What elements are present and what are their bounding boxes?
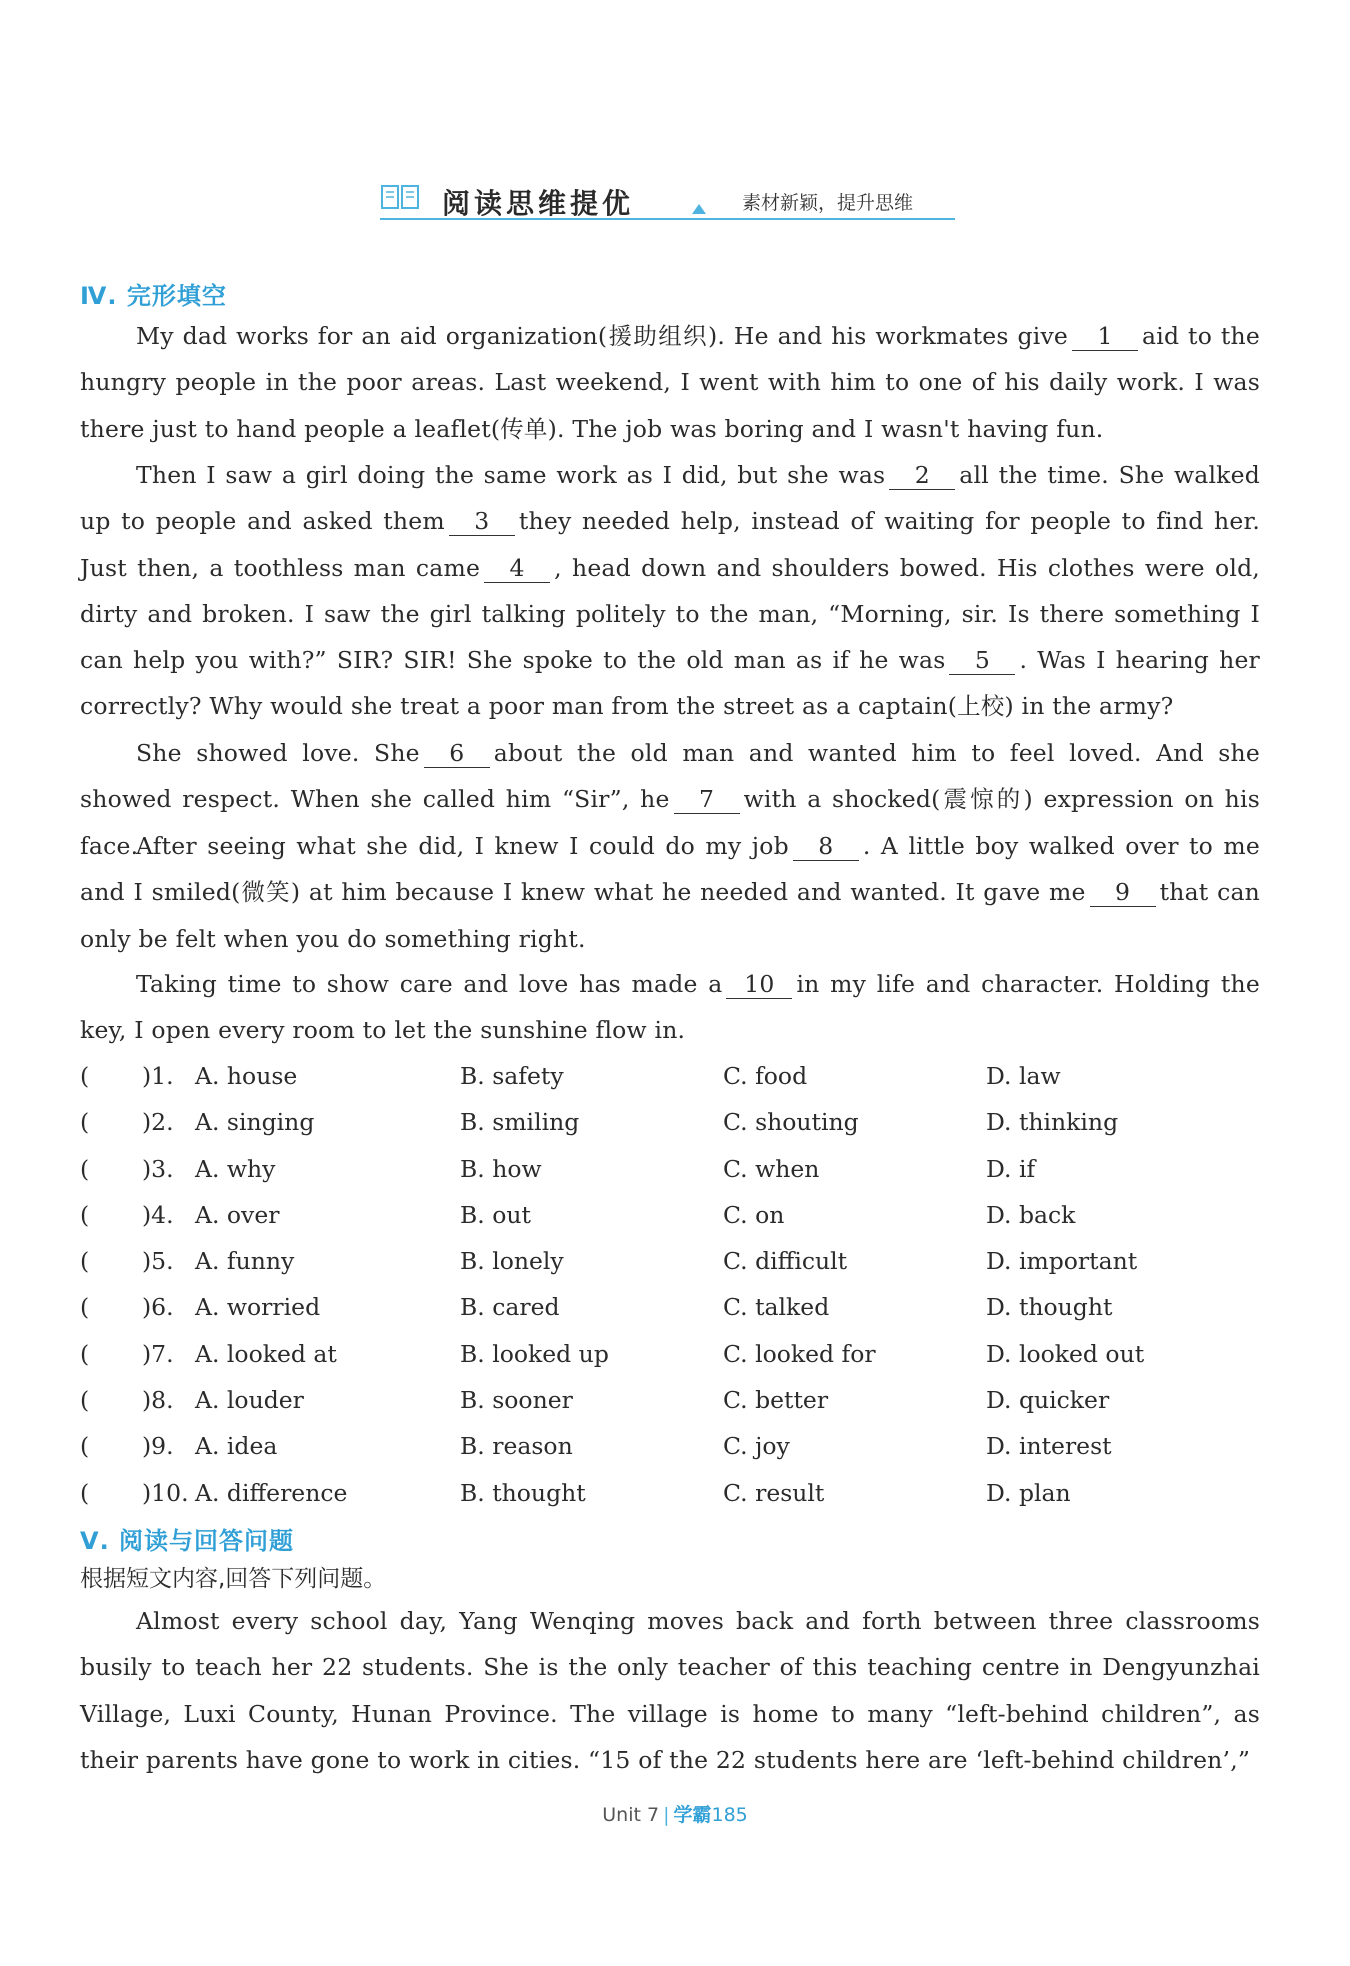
answer-paren[interactable]: ( <box>80 1432 90 1461</box>
question-number: )5. <box>142 1247 174 1276</box>
option-b: B. cared <box>460 1293 560 1322</box>
paragraph-text: in my life and character. Holding the key, I open every room to let the sunshine flow in. <box>80 970 1260 1045</box>
option-row <box>80 1470 1260 1516</box>
paragraph-text: Taking time to show care and love has made a <box>136 970 723 998</box>
option-d: D. looked out <box>986 1339 1145 1368</box>
question-number: )10. <box>142 1478 189 1507</box>
reading-paragraph: Almost every school day, Yang Wenqing moves back and forth between three classrooms busily to teach her 22 students. She is the only teacher of this teaching centre in Dengyunzhai Village, Luxi County, Hunan Province. The village is home to many “left-behind children”, as their parents have gone to work in cities. “15 of the 22 students here are ‘left-behind children’,” <box>80 1607 1260 1774</box>
answer-paren[interactable]: ( <box>80 1108 90 1137</box>
answer-paren[interactable]: ( <box>80 1200 90 1229</box>
option-a: A. singing <box>195 1108 315 1137</box>
option-b: B. reason <box>460 1432 573 1461</box>
options-list <box>80 1053 1260 1516</box>
option-c: C. joy <box>723 1432 790 1461</box>
question-number: )1. <box>142 1062 174 1090</box>
cloze-paragraph-5 <box>80 961 1260 1054</box>
option-a: A. over <box>195 1200 280 1229</box>
option-b: B. smiling <box>460 1108 580 1137</box>
option-a: A. difference <box>195 1478 348 1507</box>
answer-blank[interactable]: 9 <box>1090 878 1156 907</box>
option-d: D. interest <box>986 1432 1112 1461</box>
option-row <box>80 1284 1260 1330</box>
option-d: D. important <box>986 1247 1138 1276</box>
section-4-title: Ⅳ. 完形填空 <box>80 282 227 310</box>
answer-blank[interactable]: 5 <box>949 646 1015 675</box>
option-a: A. looked at <box>195 1339 337 1368</box>
footer-unit: Unit 7 <box>602 1804 660 1826</box>
option-row <box>80 1099 1260 1145</box>
question-number: )8. <box>142 1386 174 1415</box>
paragraph-text: She showed love. She <box>136 739 420 767</box>
option-c: C. shouting <box>723 1108 859 1137</box>
answer-blank[interactable]: 4 <box>484 554 550 583</box>
header-title: 阅读思维提优 <box>442 187 635 220</box>
answer-paren[interactable]: ( <box>80 1247 90 1276</box>
book-icon <box>380 182 420 212</box>
option-a: A. why <box>195 1154 276 1183</box>
cloze-paragraph-2 <box>80 452 1260 730</box>
option-a: A. louder <box>195 1386 304 1415</box>
cloze-paragraph-1 <box>80 313 1260 452</box>
paragraph-text: My dad works for an aid organization(援助组织). He and his workmates give <box>136 322 1069 350</box>
header-subtitle: 素材新颖，提升思维 <box>742 192 914 214</box>
answer-blank[interactable]: 6 <box>424 739 490 768</box>
paragraph-text: aid to the hungry people in the poor areas. Last weekend, I went with him to one of his daily work. I was there just to hand people a leaflet(传单). The job was boring and I wasn't having fun. <box>80 322 1260 443</box>
option-row <box>80 1423 1260 1469</box>
option-c: C. result <box>723 1478 825 1507</box>
option-row <box>80 1192 1260 1238</box>
answer-blank[interactable]: 1 <box>1072 322 1138 351</box>
option-c: C. looked for <box>723 1339 876 1368</box>
option-c: C. difficult <box>723 1247 848 1276</box>
triangle-marker-icon <box>692 204 706 214</box>
instruction-text: 根据短文内容,回答下列问题。 <box>80 1566 387 1592</box>
cloze-paragraph-4 <box>80 823 1260 962</box>
paragraph-text: that can only be felt when you do something right. <box>80 878 1260 953</box>
answer-paren[interactable]: ( <box>80 1062 90 1090</box>
option-b: B. thought <box>460 1478 586 1507</box>
answer-paren[interactable]: ( <box>80 1339 90 1368</box>
answer-paren[interactable]: ( <box>80 1293 90 1322</box>
answer-paren[interactable]: ( <box>80 1386 90 1415</box>
option-d: D. if <box>986 1154 1036 1183</box>
answer-blank[interactable]: 3 <box>449 507 515 536</box>
option-c: C. talked <box>723 1293 830 1322</box>
option-b: B. how <box>460 1154 542 1183</box>
paragraph-text: After seeing what she did, I knew I could do my job <box>136 832 789 860</box>
option-b: B. safety <box>460 1062 564 1090</box>
option-d: D. thought <box>986 1293 1113 1322</box>
paragraph-text: all the time. She walked up to people and asked them <box>80 461 1260 536</box>
option-a: A. worried <box>195 1293 321 1322</box>
option-c: C. better <box>723 1386 829 1415</box>
page-footer <box>0 1800 1350 1827</box>
option-d: D. plan <box>986 1478 1071 1507</box>
paragraph-text: they needed help, instead of waiting for people to find her. Just then, a toothless man came <box>80 507 1260 582</box>
option-c: C. food <box>723 1062 808 1090</box>
footer-separator: | <box>663 1804 670 1826</box>
question-number: )6. <box>142 1293 174 1322</box>
answer-paren[interactable]: ( <box>80 1478 90 1507</box>
question-number: )4. <box>142 1200 174 1229</box>
option-row <box>80 1053 1260 1099</box>
answer-blank[interactable]: 10 <box>726 970 792 999</box>
option-b: B. looked up <box>460 1339 609 1368</box>
option-b: B. out <box>460 1200 531 1229</box>
option-a: A. house <box>195 1062 298 1090</box>
section-5-title: Ⅴ. 阅读与回答问题 <box>80 1527 295 1555</box>
paragraph-text: . Was I hearing her correctly? Why would she treat a poor man from the street as a captain(上校) in the army? <box>80 646 1260 721</box>
option-b: B. lonely <box>460 1247 564 1276</box>
option-d: D. thinking <box>986 1108 1119 1137</box>
paragraph-text: with a shocked(震惊的) expression on his face. <box>80 785 1260 860</box>
option-d: D. back <box>986 1200 1076 1229</box>
option-a: A. funny <box>195 1247 295 1276</box>
option-row <box>80 1146 1260 1192</box>
answer-blank[interactable]: 2 <box>889 461 955 490</box>
question-number: )7. <box>142 1339 174 1368</box>
option-row <box>80 1238 1260 1284</box>
option-d: D. law <box>986 1062 1061 1090</box>
question-number: )3. <box>142 1154 174 1183</box>
option-a: A. idea <box>195 1432 278 1461</box>
answer-blank[interactable]: 8 <box>793 832 859 861</box>
question-number: )2. <box>142 1108 174 1137</box>
option-row <box>80 1331 1260 1377</box>
option-c: C. when <box>723 1154 820 1183</box>
question-number: )9. <box>142 1432 174 1461</box>
footer-brand: 学霸 <box>673 1804 712 1826</box>
option-c: C. on <box>723 1200 785 1229</box>
paragraph-text: Then I saw a girl doing the same work as I did, but she was <box>136 461 886 489</box>
answer-blank[interactable]: 7 <box>674 785 740 814</box>
answer-paren[interactable]: ( <box>80 1154 90 1183</box>
paragraph-text: about the old man and wanted him to feel loved. And she showed respect. When she called him “Sir”, he <box>80 739 1260 814</box>
paragraph-text: . A little boy walked over to me and I smiled(微笑) at him because I knew what he needed and wanted. It gave me <box>80 832 1260 907</box>
footer-page-number: 185 <box>711 1804 748 1826</box>
option-d: D. quicker <box>986 1386 1110 1415</box>
option-row <box>80 1377 1260 1423</box>
section-header <box>380 178 955 220</box>
option-b: B. sooner <box>460 1386 573 1415</box>
paragraph-text: , head down and shoulders bowed. His clothes were old, dirty and broken. I saw the girl talking politely to the man, “Morning, sir. Is there something I can help you with?” SIR? SIR! She spoke to the old man as if he was <box>80 553 1260 675</box>
